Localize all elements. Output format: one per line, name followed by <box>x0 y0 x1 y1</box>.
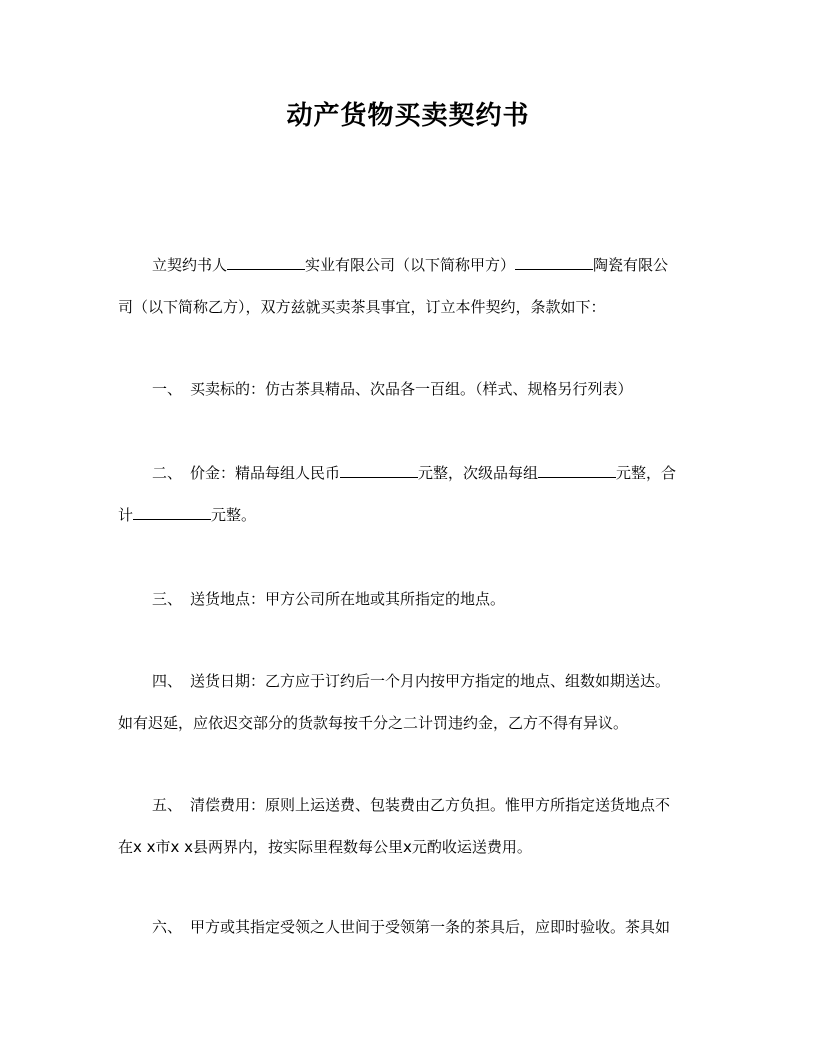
clause-text: 甲方或其指定受领之人世间于受领第一条的茶具后，应即时验收。茶具如 <box>190 918 671 936</box>
clause-text: 买卖标的：仿古茶具精品、次品各一百组。（样式、规格另行列表） <box>190 380 633 398</box>
blank-line <box>133 505 211 520</box>
clause-text: 如有迟延，应依迟交部分的货款每按千分之二计罚违约金，乙方不得有异议。 <box>118 714 629 732</box>
clause-text: 清偿费用：原则上运送费、包装费由乙方负担。惟甲方所指定送货地点不 <box>190 796 671 814</box>
intro-text-3: 陶瓷有限公 <box>593 256 669 274</box>
clause-number: 四、 <box>152 672 183 690</box>
clause-number: 一、 <box>152 380 183 398</box>
clause-number: 三、 <box>152 590 183 608</box>
clause-1 <box>118 368 698 410</box>
clause-text: 送货日期：乙方应于订约后一个月内按甲方指定的地点、组数如期送达。 <box>190 672 671 690</box>
blank-line <box>340 463 418 478</box>
clause-2 <box>118 452 698 536</box>
clause-text: 送货地点：甲方公司所在地或其所指定的地点。 <box>190 590 506 608</box>
clause-number: 二、 <box>152 464 183 482</box>
clause-4 <box>118 660 698 744</box>
blank-line <box>227 255 305 270</box>
clause-text: 价金：精品每组人民币 <box>190 464 341 482</box>
clause-text: 计 <box>118 506 134 524</box>
clause-text: 元整，合 <box>616 464 677 482</box>
document-title: 动产货物买卖契约书 <box>286 101 530 131</box>
clause-text: 元整，次级品每组 <box>418 464 539 482</box>
intro-paragraph <box>118 244 698 328</box>
intro-text-1: 立契约书人 <box>152 256 228 274</box>
clause-6 <box>118 906 698 948</box>
clause-5 <box>118 784 698 868</box>
blank-line <box>515 255 593 270</box>
intro-text-2: 实业有限公司（以下简称甲方） <box>305 256 516 274</box>
clause-number: 六、 <box>152 918 183 936</box>
intro-text-4: 司（以下简称乙方），双方兹就买卖茶具事宜，订立本件契约，条款如下： <box>118 298 606 316</box>
clause-text: 元整。 <box>211 506 257 524</box>
clause-text: 在x x市x x县两界内，按实际里程数每公里x元酌收运送费用。 <box>118 838 532 856</box>
clause-number: 五、 <box>152 796 183 814</box>
clause-3 <box>118 578 698 620</box>
blank-line <box>538 463 616 478</box>
